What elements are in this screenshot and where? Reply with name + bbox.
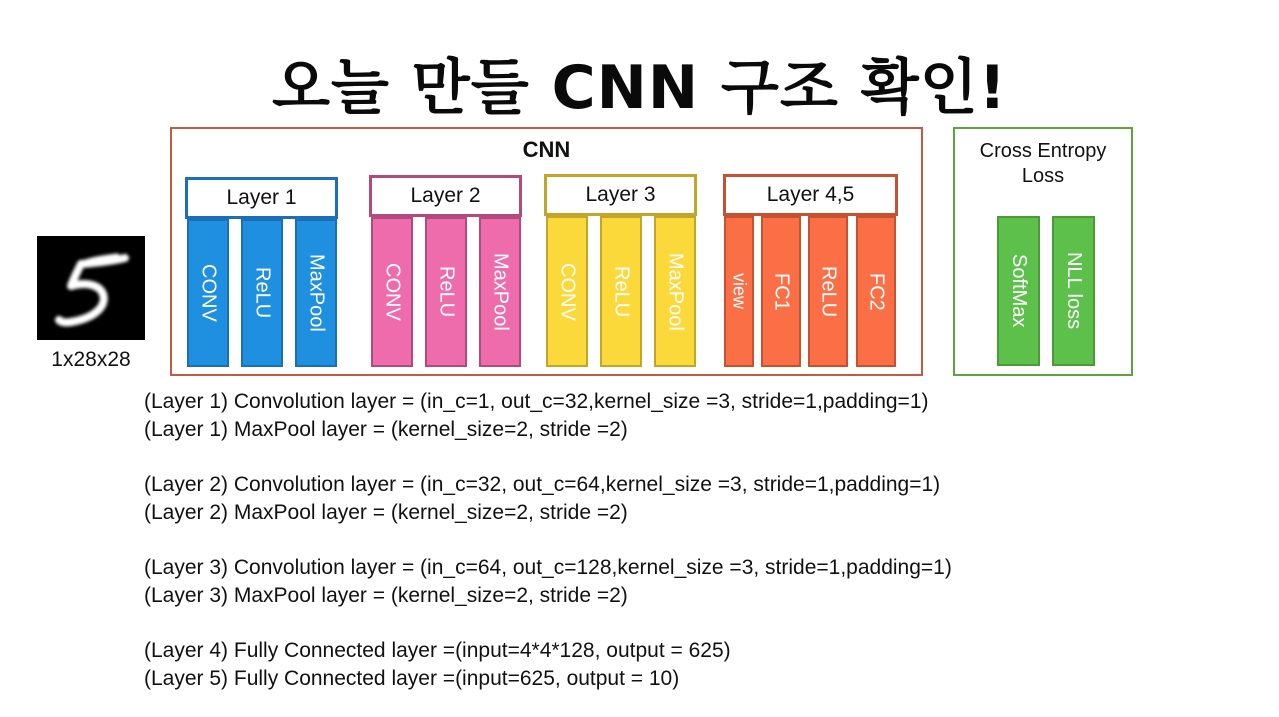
op-label: ReLU [610,265,633,318]
layer-1-relu-block [241,219,283,367]
cnn-label: CNN [522,137,571,162]
op-label: MaxPool [489,253,512,331]
loss-container [953,127,1133,376]
op-label: ReLU [435,266,458,318]
loss-label [955,139,1131,189]
op-label: FC1 [770,272,793,311]
layer-3-header: Layer 3 [544,174,697,216]
desc-line: (Layer 3) MaxPool layer = (kernel_size=2, stride =2) [144,583,628,607]
desc-line: (Layer 5) Fully Connected layer =(input=625, output = 10) [144,666,680,690]
op-label: CONV [197,264,220,322]
loss-label-line2: Loss [1021,165,1065,187]
desc-line: (Layer 3) Convolution layer = (in_c=64, out_c=128,kernel_size =3, stride=1,padding=1) [144,556,952,580]
cnn-container [170,127,923,376]
op-label: ReLU [251,267,274,319]
op-label: FC2 [865,272,888,311]
layer-1-maxpool-block [295,219,337,367]
digit-five-icon [37,236,145,340]
input-shape-label: 1x28x28 [51,348,131,371]
layer-1-conv-block [187,219,229,367]
layer-2-relu-block [425,217,467,367]
desc-line: (Layer 1) MaxPool layer = (kernel_size=2, stride =2) [144,417,628,441]
layer-3-maxpool-block [654,216,696,367]
desc-line: (Layer 4) Fully Connected layer =(input=4*4*128, output = 625) [144,639,731,663]
op-label: MaxPool [305,254,328,332]
layer-4-fc1-block [761,216,801,367]
layer-description [144,388,1144,693]
op-label: MaxPool [664,252,687,331]
op-label: SoftMax [1008,254,1030,328]
desc-line: (Layer 1) Convolution layer = (in_c=1, out_c=32,kernel_size =3, stride=1,padding=1) [144,390,929,413]
layer-4-view-block [724,216,754,367]
softmax-block [997,216,1040,366]
desc-line [144,526,1144,554]
desc-line: (Layer 2) Convolution layer = (in_c=32, out_c=64,kernel_size =3, stride=1,padding=1) [144,473,941,497]
layer-3-conv-block [546,216,588,367]
layer-1-header: Layer 1 [185,177,338,219]
layer-2-header: Layer 2 [369,175,522,217]
op-label: CONV [556,262,579,321]
mnist-digit-image [37,236,145,340]
op-label: CONV [381,263,404,321]
layer-2-conv-block [371,217,413,367]
layer-2-maxpool-block [479,217,521,367]
desc-line [144,610,1144,638]
loss-label-line1: Cross Entropy [979,140,1107,162]
desc-line: (Layer 2) MaxPool layer = (kernel_size=2, stride =2) [144,500,628,524]
layer-4-relu-block [808,216,848,367]
page-title: 오늘 만들 CNN 구조 확인! [271,53,1008,123]
desc-line [144,443,1144,471]
nll-loss-block [1052,216,1095,366]
layer-5-fc2-block [856,216,896,367]
op-label: ReLU [817,265,840,318]
layer-4-5-header: Layer 4,5 [723,174,898,216]
op-label: view [729,273,750,310]
op-label: NLL loss [1063,252,1085,330]
layer-3-relu-block [600,216,642,367]
